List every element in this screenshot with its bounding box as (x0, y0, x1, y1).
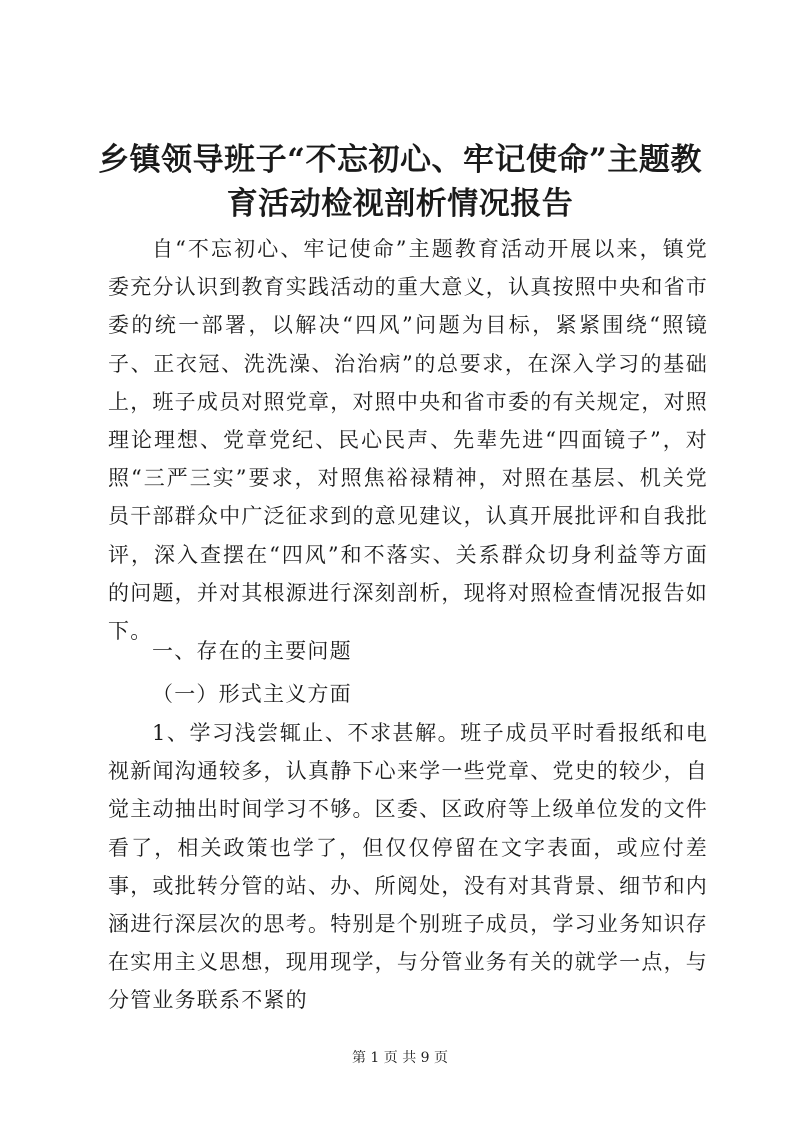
body-paragraph: 1、学习浅尝辄止、不求甚解。班子成员平时看报纸和电视新闻沟通较多，认真静下心来学一些党章、党史的较少，自觉主动抽出时间学习不够。区委、区政府等上级单位发的文件看了，相关政策也学了，但仅仅停留在文字表面，或应付差事，或批转分管的站、办、所阅处，没有对其背景、细节和内涵进行深层次的思考。特别是个别班子成员，学习业务知识存在实用主义思想，现用现学，与分管业务有关的就学一点，与分管业务联系不紧的 (108, 721, 708, 1013)
document-title: 乡镇领导班子“不忘初心、牢记使命”主题教育活动检视剖析情况报告 (98, 142, 702, 222)
intro-paragraph: 自“不忘初心、牢记使命”主题教育活动开展以来，镇党委充分认识到教育实践活动的重大意义，认真按照中央和省市委的统一部署，以解决“四风”问题为目标，紧紧围绕“照镜子、正衣冠、洗洗澡、治治病”的总要求，在深入学习的基础上，班子成员对照党章，对照中央和省市委的有关规定，对照理论理想、党章党纪、民心民声、先辈先进“四面镜子”，对照“三严三实”要求，对照焦裕禄精神，对照在基层、机关党员干部群众中广泛征求到的意见建议，认真开展批评和自我批评，深入查摆在“四风”和不落实、关系群众切身利益等方面的问题，并对其根源进行深刻剖析，现将对照检查情况报告如下。 (108, 237, 708, 644)
section-heading: 一、存在的主要问题 (152, 639, 352, 663)
subsection-heading: （一）形式主义方面 (152, 682, 352, 706)
page-footer: 第 1 页 共 9 页 (351, 1050, 449, 1066)
